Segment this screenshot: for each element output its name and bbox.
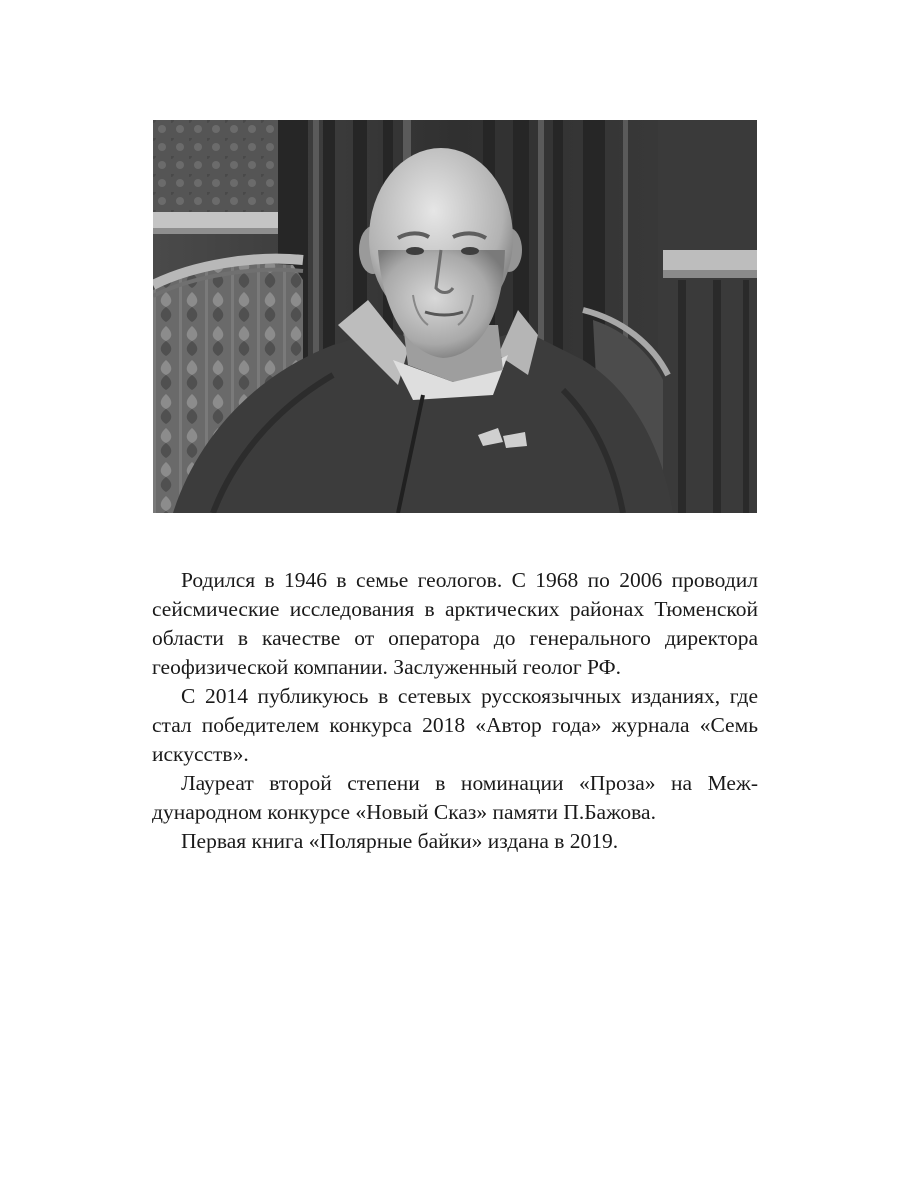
bio-paragraph: Родился в 1946 в семье геологов. С 1968 по 2006 проводил сейсмические исследования в арктических районах Тюменской области в качестве от оператора до генерального директора геофизической компании. Заслуженный геолог РФ. [152,568,758,679]
bio-paragraph: Лауреат второй степени в номинации «Проза» на Международном конкурсе «Новый Сказ» памяти П.Бажова. [152,771,758,824]
author-photo-illustration [153,120,757,513]
bio-paragraph: Первая книга «Полярные байки» издана в 2019. [181,829,619,853]
author-photo [153,120,757,513]
bio-paragraph: С 2014 публикуюсь в сетевых русскоязычных изданиях, где стал победителем конкурса 2018 «Автор года» журнала «Семь искусств». [152,684,758,766]
author-bio [152,566,758,856]
